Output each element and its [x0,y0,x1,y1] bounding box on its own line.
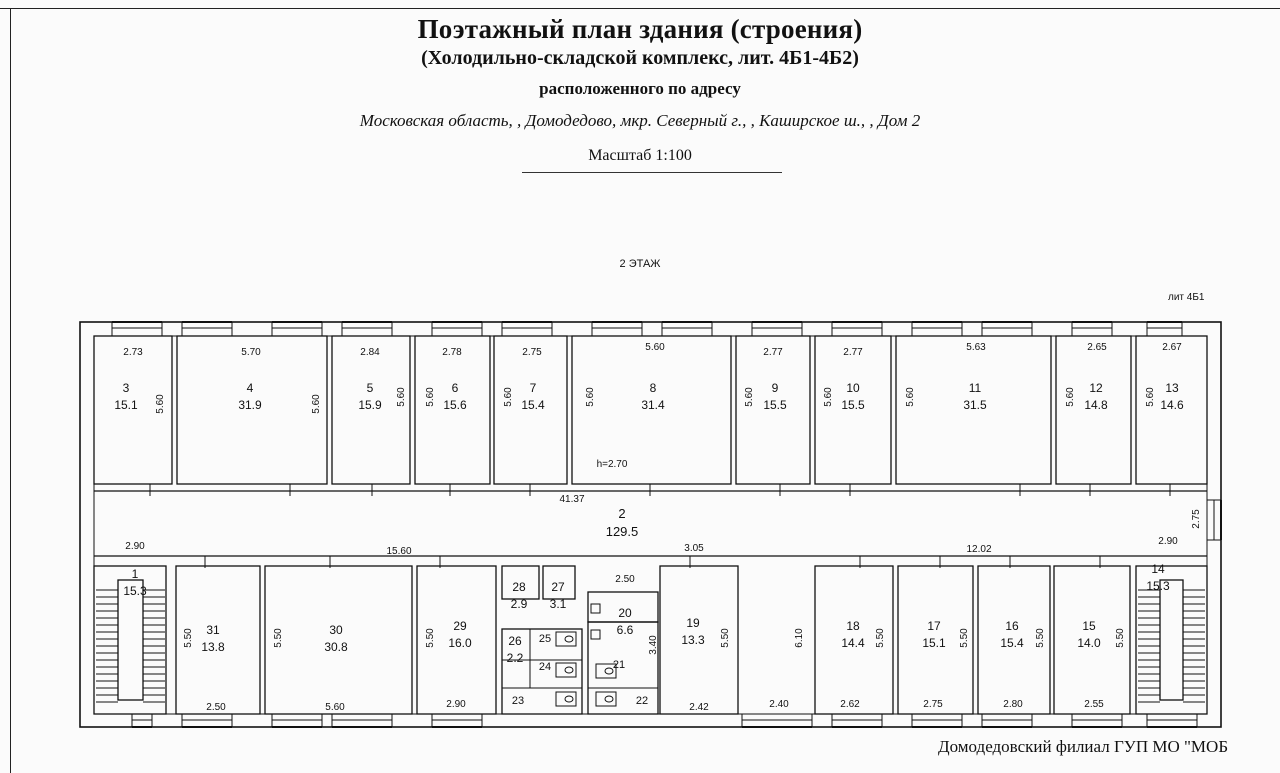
dimension-label: 5.60 [744,387,755,407]
room-area: 31.9 [238,398,262,412]
room-label-13 [1155,381,1189,412]
room-area: 15.4 [521,398,545,412]
dimension-label: 5.70 [241,347,261,358]
room-label-12 [1079,381,1113,412]
room-label-18 [836,619,870,650]
room-number: 14 [1151,562,1165,576]
room-number: 9 [771,381,779,395]
dimension-label: 5.60 [155,394,166,414]
toilet-icon-4 [596,692,616,706]
address-text: Московская область, , Домодедово, мкр. Северный г., , Каширское ш., , Дом 2 [359,111,921,130]
room-number: 5 [366,381,374,395]
window-bottom-0 [132,714,152,727]
room-number: 15 [1082,619,1096,633]
room-number: 27 [551,580,565,594]
room-number: 8 [649,381,657,395]
room-area: 2.2 [506,651,524,665]
dimension-label: 12.02 [966,544,992,555]
dimension-label: 5.60 [503,387,514,407]
room-label-31 [196,623,230,654]
sink-icon-0 [591,604,600,613]
window-top-6 [592,322,642,336]
dimension-label: 2.62 [840,699,860,710]
label-layer [109,342,1202,713]
window-bottom-6 [832,714,882,727]
room-number: 28 [512,580,526,594]
dimension-label: 2.55 [1084,699,1104,710]
room-label-28 [502,580,536,611]
dimension-label: 5.60 [1065,387,1076,407]
dimension-label: 2.75 [522,347,542,358]
dimension-label: 5.60 [585,387,596,407]
room-number: 6 [451,381,459,395]
dimension-label: 2.67 [1162,342,1182,353]
window-bottom-4 [432,714,482,727]
stair-right-b [1183,590,1205,702]
window-bottom-8 [982,714,1032,727]
dimension-label: 2.65 [1087,342,1107,353]
footer-organization: Домодедовский филиал ГУП МО "МОБ [938,737,1229,756]
dimension-label: 5.60 [425,387,436,407]
dimension-label: 2.78 [442,347,462,358]
room-number: 20 [618,606,632,620]
window-bottom-7 [912,714,962,727]
room-number: 16 [1005,619,1019,633]
dimension-label: 2.42 [689,702,709,713]
window-top-7 [662,322,712,336]
dimension-label: 2.90 [125,541,145,552]
dimension-label: 5.60 [311,394,322,414]
dimension-label: 3.40 [648,635,659,655]
room-area: 15.1 [922,636,946,650]
room-area: 14.4 [841,636,865,650]
dimension-label: 5.50 [959,628,970,648]
dimension-label: 2.73 [123,347,143,358]
stair-left-a [96,590,118,702]
room-number: 2 [618,506,626,521]
dimension-label: 5.60 [905,387,916,407]
sink-icon-1 [591,630,600,639]
room-number: 31 [206,623,220,637]
plan-subtitle: (Холодильно-складской комплекс, лит. 4Б1-4Б2) [421,47,859,69]
dimension-label: 5.60 [645,342,665,353]
dimension-label: 5.60 [823,387,834,407]
dimension-label: 2.84 [360,347,380,358]
small-room-label-25: 25 [538,633,552,645]
window-top-2 [272,322,322,336]
room-number: 19 [686,616,700,630]
room-label-30 [319,623,353,654]
dimension-label: 5.60 [396,387,407,407]
located-label: расположенного по адресу [539,79,741,98]
window-top-4 [432,322,482,336]
window-top-8 [752,322,802,336]
room-area: 14.6 [1160,398,1184,412]
room-number: 7 [529,381,537,395]
dimension-label: 5.60 [325,702,345,713]
dimension-label: 15.60 [386,546,412,557]
room-number: 11 [968,381,982,395]
window-bottom-2 [272,714,322,727]
room-area: 15.1 [114,398,138,412]
stair-well-right [1160,580,1183,700]
scale-text: Масштаб 1:100 [588,147,692,164]
dimension-label: 5.50 [183,628,194,648]
room-area: 31.5 [963,398,987,412]
dimension-label: 2.75 [1191,509,1202,529]
room-area: 14.0 [1077,636,1101,650]
small-room-label-22: 22 [635,695,649,707]
room-area: 3.1 [549,597,567,611]
toilet-icon-1 [556,663,576,677]
room-label-11 [958,381,992,412]
room-label-10 [836,381,870,412]
room-area: 31.4 [641,398,665,412]
room-label-8 [636,381,670,412]
window-top-1 [182,322,232,336]
room-label-15 [1072,619,1106,650]
dimension-label: 2.50 [615,574,635,585]
room-number: 30 [329,623,343,637]
lit-label: лит 4Б1 [1168,292,1205,303]
window-bottom-1 [182,714,232,727]
dimension-label: 3.05 [684,543,704,554]
stair-well-left [118,580,143,700]
window-bottom-9 [1072,714,1122,727]
room-area: 15.6 [443,398,467,412]
room-number: 1 [131,567,139,581]
room-label-27 [541,580,575,611]
stair-left-b [143,590,165,702]
window-bottom-5 [742,714,812,727]
room-area: 13.3 [681,633,705,647]
window-top-5 [502,322,552,336]
room-area: 15.5 [841,398,865,412]
dimension-label: 5.50 [875,628,886,648]
room-label-2 [605,506,639,539]
dimension-label: 6.10 [794,628,805,648]
room-number: 3 [122,381,130,395]
room-number: 13 [1165,381,1179,395]
plan-title: Поэтажный план здания (строения) [417,14,863,44]
room-number: 17 [927,619,941,633]
window-top-11 [982,322,1032,336]
dimension-label: 5.50 [1115,628,1126,648]
room-area: 16.0 [448,636,472,650]
dimension-label: 2.90 [1158,536,1178,547]
floor-label: 2 ЭТАЖ [619,258,661,270]
room-number: 10 [846,381,860,395]
room-number: 12 [1089,381,1103,395]
dimension-label: 2.77 [843,347,863,358]
room-label-16 [995,619,1029,650]
toilet-icon-2 [556,692,576,706]
room-label-19 [676,616,710,647]
room-number: 26 [508,634,522,648]
room-area: 14.8 [1084,398,1108,412]
room-label-7 [516,381,550,412]
room-label-14 [1141,562,1175,593]
dimension-label: 2.75 [923,699,943,710]
small-room-label-21: 21 [612,659,626,671]
small-room-label-24: 24 [538,661,552,673]
window-top-12 [1072,322,1112,336]
dimension-label: 5.50 [1035,628,1046,648]
room-number: 29 [453,619,467,633]
dimension-label: 5.50 [273,628,284,648]
room-label-4 [233,381,267,412]
room-label-1 [118,567,152,598]
window-top-9 [832,322,882,336]
room-label-6 [438,381,472,412]
room-label-29 [443,619,477,650]
room-area: 6.6 [616,623,634,637]
small-room-label-23: 23 [511,695,525,707]
room-area: 15.3 [123,584,147,598]
window-right [1207,500,1221,540]
room-area: 15.9 [358,398,382,412]
window-top-0 [112,322,162,336]
toilet-icon-0 [556,632,576,646]
dimension-label: 5.60 [1145,387,1156,407]
dimension-label: 5.50 [720,628,731,648]
dimension-label: 2.80 [1003,699,1023,710]
stair-right-a [1138,590,1160,702]
dimension-label: h=2.70 [596,459,628,470]
room-area: 15.5 [763,398,787,412]
dimension-label: 2.90 [446,699,466,710]
dimension-label: 41.37 [559,494,585,505]
room-area: 30.8 [324,640,348,654]
room-area: 15.4 [1000,636,1024,650]
room-label-3 [109,381,143,412]
dimension-label: 2.77 [763,347,783,358]
room-area: 129.5 [605,524,639,539]
window-top-13 [1147,322,1182,336]
dimension-label: 2.50 [206,702,226,713]
room-label-5 [353,381,387,412]
room-label-9 [758,381,792,412]
room-area: 2.9 [510,597,528,611]
window-top-10 [912,322,962,336]
window-top-3 [342,322,392,336]
room-number: 18 [846,619,860,633]
window-bottom-10 [1147,714,1197,727]
dimension-label: 5.63 [966,342,986,353]
window-bottom-3 [332,714,392,727]
dimension-label: 5.50 [425,628,436,648]
room-area: 13.8 [201,640,225,654]
room-label-17 [917,619,951,650]
dimension-label: 2.40 [769,699,789,710]
room-area: 15.3 [1146,579,1170,593]
room-number: 4 [246,381,254,395]
